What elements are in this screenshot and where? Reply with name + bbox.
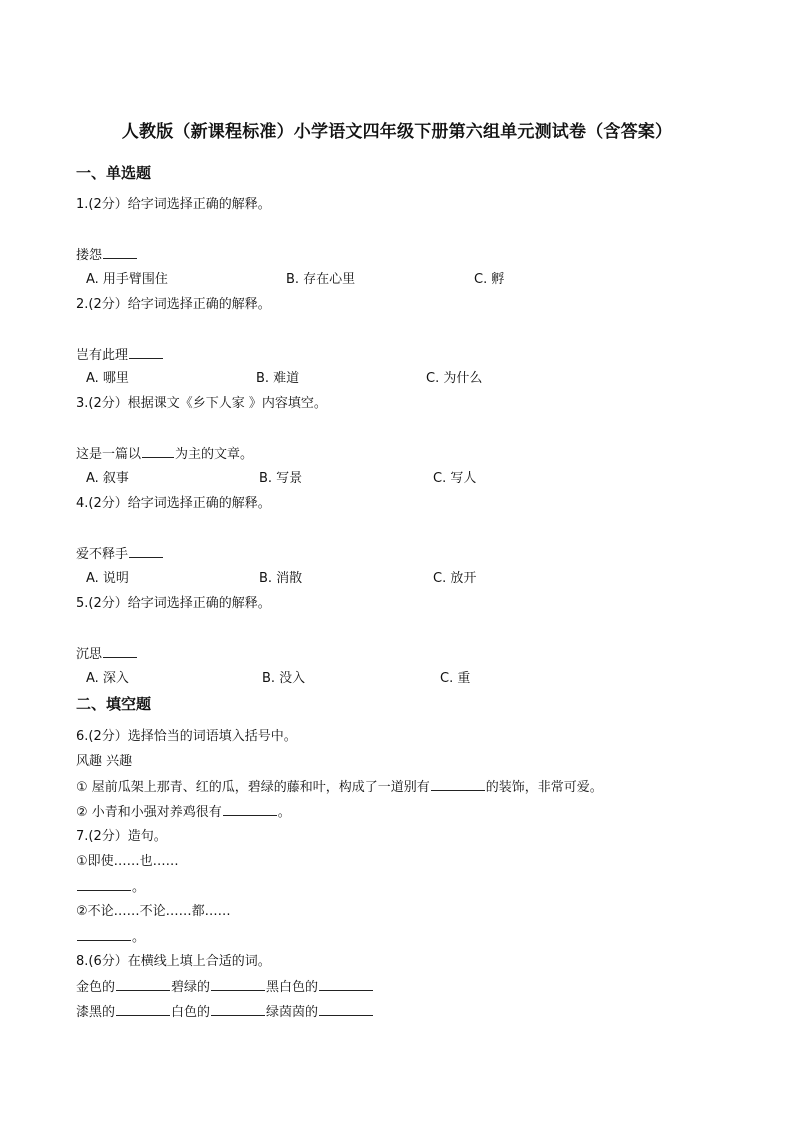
question-2-option-b[interactable]: B. 难道 bbox=[256, 371, 300, 386]
question-6-sentence-2 bbox=[76, 803, 291, 822]
question-5-stem bbox=[76, 645, 138, 664]
question-8-word: 黑白色的 bbox=[266, 980, 319, 995]
page-title: 人教版（新课程标准）小学语文四年级下册第六组单元测试卷（含答案） bbox=[121, 122, 673, 142]
question-3-stem bbox=[76, 445, 253, 464]
question-6-sentence-2-start: ② 小青和小强对养鸡很有 bbox=[76, 805, 222, 820]
question-3-option-b[interactable]: B. 写景 bbox=[259, 471, 303, 486]
section-heading-single-choice: 一、单选题 bbox=[76, 164, 152, 182]
question-4-header: 4.(2分）给字词选择正确的解释。 bbox=[76, 496, 271, 511]
answer-blank[interactable] bbox=[116, 978, 170, 991]
question-4-stem bbox=[76, 545, 164, 564]
question-8-word: 漆黑的 bbox=[76, 1005, 116, 1020]
answer-blank[interactable] bbox=[223, 803, 277, 816]
question-3-option-c[interactable]: C. 写人 bbox=[433, 471, 477, 486]
question-1-option-b[interactable]: B. 存在心里 bbox=[286, 272, 356, 287]
answer-blank[interactable] bbox=[129, 545, 163, 558]
question-3-header: 3.(2分）根据课文《乡下人家 》内容填空。 bbox=[76, 396, 327, 411]
question-8-word: 绿茵茵的 bbox=[266, 1005, 319, 1020]
question-6-header: 6.(2分）选择恰当的词语填入括号中。 bbox=[76, 729, 297, 744]
question-2-word: 岂有此理 bbox=[76, 348, 129, 363]
question-6-sentence-2-end: 。 bbox=[277, 805, 291, 820]
question-7-prompt-2: ②不论……不论……都…… bbox=[76, 904, 231, 919]
answer-blank[interactable] bbox=[129, 346, 163, 359]
answer-blank[interactable] bbox=[103, 645, 137, 658]
question-4-option-b[interactable]: B. 消散 bbox=[259, 571, 303, 586]
question-7-answer-2 bbox=[76, 928, 145, 947]
question-8-row-1 bbox=[76, 978, 374, 997]
question-5-option-b[interactable]: B. 没入 bbox=[262, 671, 306, 686]
question-5-header: 5.(2分）给字词选择正确的解释。 bbox=[76, 596, 271, 611]
question-6-sentence-1-start: ① 屋前瓜架上那青、红的瓜，碧绿的藤和叶，构成了一道别有 bbox=[76, 780, 430, 795]
question-7-answer-1-end: 。 bbox=[132, 880, 146, 895]
question-2-option-c[interactable]: C. 为什么 bbox=[426, 371, 483, 386]
answer-blank[interactable] bbox=[142, 445, 174, 458]
question-1-word: 搂怨 bbox=[76, 248, 103, 263]
question-4-option-a[interactable]: A. 说明 bbox=[86, 571, 129, 586]
question-6-word-bank: 风趣 兴趣 bbox=[76, 754, 133, 769]
question-1-header: 1.(2分）给字词选择正确的解释。 bbox=[76, 197, 271, 212]
question-6-sentence-1 bbox=[76, 778, 603, 797]
question-5-word: 沉思 bbox=[76, 647, 103, 662]
answer-blank[interactable] bbox=[319, 1003, 373, 1016]
question-7-answer-1 bbox=[76, 878, 145, 897]
question-3-stem-end: 为主的文章。 bbox=[175, 447, 254, 462]
question-3-stem-start: 这是一篇以 bbox=[76, 447, 142, 462]
question-2-option-a[interactable]: A. 哪里 bbox=[86, 371, 129, 386]
answer-blank[interactable] bbox=[116, 1003, 170, 1016]
answer-blank[interactable] bbox=[77, 928, 131, 941]
question-8-header: 8.(6分）在横线上填上合适的词。 bbox=[76, 954, 271, 969]
question-2-header: 2.(2分）给字词选择正确的解释。 bbox=[76, 297, 271, 312]
answer-blank[interactable] bbox=[319, 978, 373, 991]
question-5-option-c[interactable]: C. 重 bbox=[440, 671, 471, 686]
answer-blank[interactable] bbox=[103, 246, 137, 259]
question-1-option-a[interactable]: A. 用手臂围住 bbox=[86, 272, 168, 287]
question-7-header: 7.(2分）造句。 bbox=[76, 829, 167, 844]
question-7-answer-2-end: 。 bbox=[132, 930, 146, 945]
question-1-stem bbox=[76, 246, 138, 265]
question-2-stem bbox=[76, 346, 164, 365]
question-8-row-2 bbox=[76, 1003, 374, 1022]
question-8-word: 金色的 bbox=[76, 980, 116, 995]
answer-blank[interactable] bbox=[431, 778, 485, 791]
question-1-option-c[interactable]: C. 孵 bbox=[474, 272, 505, 287]
question-5-option-a[interactable]: A. 深入 bbox=[86, 671, 129, 686]
answer-blank[interactable] bbox=[77, 878, 131, 891]
answer-blank[interactable] bbox=[211, 1003, 265, 1016]
question-3-option-a[interactable]: A. 叙事 bbox=[86, 471, 129, 486]
question-6-sentence-1-end: 的装饰，非常可爱。 bbox=[485, 780, 603, 795]
question-8-word: 白色的 bbox=[171, 1005, 211, 1020]
question-7-prompt-1: ①即使……也…… bbox=[76, 854, 179, 869]
question-8-word: 碧绿的 bbox=[171, 980, 211, 995]
question-4-word: 爱不释手 bbox=[76, 547, 129, 562]
question-4-option-c[interactable]: C. 放开 bbox=[433, 571, 477, 586]
section-heading-fill-in: 二、填空题 bbox=[76, 695, 152, 713]
answer-blank[interactable] bbox=[211, 978, 265, 991]
